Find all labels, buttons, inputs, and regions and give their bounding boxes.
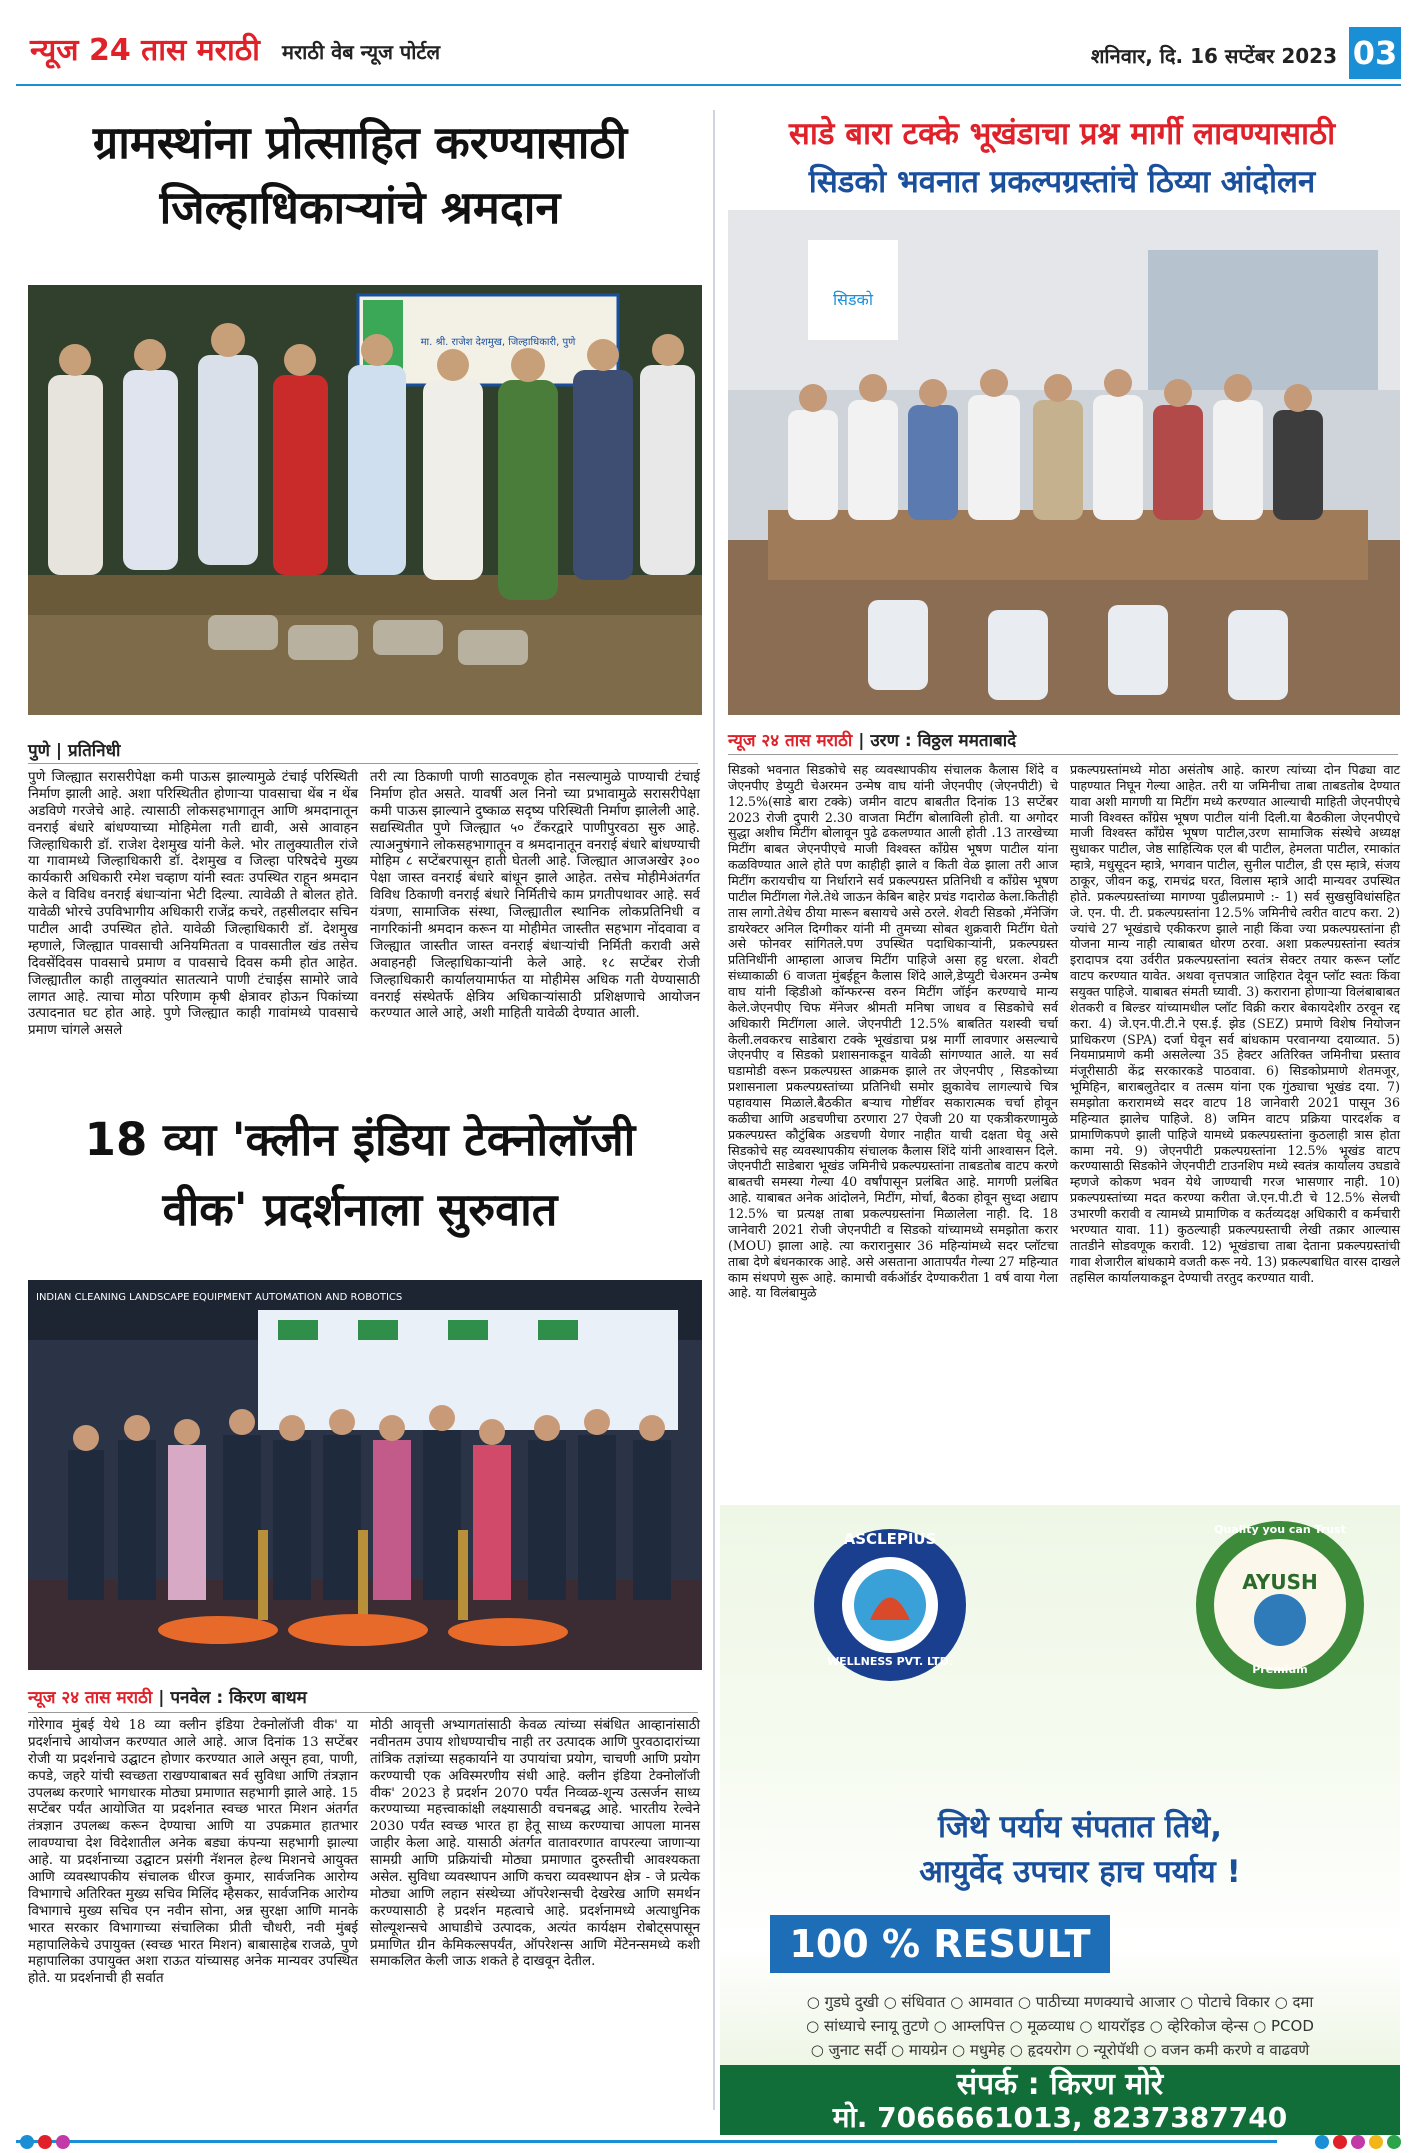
article1-photo [28,285,702,715]
ad-conditions-list [730,1990,1390,2062]
footer-dot-icon [1315,2135,1329,2149]
article3-byline-brand: न्यूज २४ तास मराठी [728,731,853,751]
exhibition-photo-illustration [28,1280,702,1670]
ayurveda-advertisement [720,1505,1400,2135]
portal-subtitle: मराठी वेब न्यूज पोर्टल [282,40,441,64]
article2-photo [28,1280,702,1670]
article3-headline [722,110,1402,206]
article1-rule [28,763,698,764]
article2-byline [28,1685,698,1708]
article3-title-line1: साडे बारा टक्के भूखंडाचा प्रश्न मार्गी लावण्यासाठी [788,116,1336,152]
article1-title-line2: जिल्हाधिकाऱ्यांचे श्रमदान [159,181,561,235]
article3-photo [728,210,1400,715]
masthead: न्यूज 24 तास मराठी [30,33,260,68]
shramdan-photo-illustration [28,285,702,715]
header-rule [16,84,1401,86]
footer-dot-icon [20,2135,34,2149]
article1-title-line1: ग्रामस्थांना प्रोत्साहित करण्यासाठी [92,116,628,169]
article3-byline-location: | उरण : विठ्ठल ममताबादे [852,731,1017,751]
ad-contact-phone: मो. 7066661013, 8237387740 [832,2101,1288,2134]
asclepius-logo-top-text: ASCLEPIUS [843,1530,937,1548]
issue-date: शनिवार, दि. 16 सप्टेंबर 2023 [1090,44,1337,68]
ad-conditions-line3: ○ जुनाट सर्दी ○ मायग्रेन ○ मधुमेह ○ हृदयरोग ○ न्यूरोपॅथी ○ वजन कमी करणे व वाढवणे [810,2041,1310,2059]
article2-byline-location: | पनवेल : किरण बाथम [152,1688,307,1708]
article1-headline [20,110,700,241]
footer-dot-icon [1387,2135,1401,2149]
ad-tagline-line1: जिथे पर्याय संपतात तिथे, [937,1809,1223,1845]
ayush-logo-sub: Premium [1252,1663,1308,1676]
cidco-logo-text: सिडको [833,290,873,309]
article2-col1: गोरेगाव मुंबई येथे 18 व्या क्लीन इंडिया टेक्नोलॉजी वीक' या प्रदर्शनाचे आयोजन करण्यात आले आहे. आज दिनांक 13 सप्टेंबर रोजी या प्रदर्शनाचे उद्घाटन होणार करण्यात आले असून हवा, पाणी, कपडे, जहरे यांची स्वच्छता राखण्याबाबत सर्व सुविधा आणि तंत्रज्ञान उपलब्ध करणारे भागधारक मोठ्या प्रमाणात सहभागी झाले आहे. 15 सप्टेंबर पर्यंत आयोजित या प्रदर्शनात स्वच्छ भारत मिशन अंतर्गत तंत्रज्ञान उपलब्ध करून देण्याचा आणि या उपक्रमात हातभार लावण्याचा देश विदेशातील अनेक बड्या कंपन्या सहभागी झाल्या आहे. या प्रदर्शनाच्या उद्घाटन प्रसंगी नॅशनल हेल्थ मिशनचे आयुक्त आणि व्यवस्थापकीय संचालक धीरज कुमार, सार्वजनिक आरोग्य विभागाचे अतिरिक्त मुख्य सचिव मिलिंद म्हैसकर, सार्वजनिक आरोग्य विभागाचे मुख्य सचिव एन नवीन सोना, अन्न सुरक्षा आणि मानके भारत सरकार विभागाच्या संचालिका प्रीती चौधरी, नवी मुंबई महापालिकेचे उपायुक्त (स्वच्छ भारत मिशन) बाबासाहेब राजळे, पुणे महापालिका उपायुक्त अशा राऊत यांच्यासह अनेक मान्यवर उपस्थित होते. या प्रदर्शनाची ही सर्वात [28,1718,358,1987]
asclepius-logo-bottom-text: WELLNESS PVT. LTD. [827,1655,953,1668]
footer-dots-left [16,2134,70,2153]
article1-col2: तरी त्या ठिकाणी पाणी साठवणूक होत नसल्यामुळे पाण्याची टंचाई निर्माण होत असते. यावर्षी अल निनो च्या प्रभावामुळे सरासरीपेक्षा कमी पाऊस झाल्याने दुष्काळ सदृष्य परिस्थिती निर्माण झालेली आहे. सद्यस्थितीत पुणे जिल्ह्यात ५० टँकरद्वारे पाणीपुरवठा सुरु आहे. त्याअनुषंगाने लोकसहभागातून व श्रमदानातून वनराई बंधारे बांधण्याची मोहिम ८ सप्टेंबरपासून हाती घेतली आहे. जिल्ह्यात आजअखेर ३०० पेक्षा जास्त वनराई बंधारे बांधून झाले आहेत. तसेच मोहीमेअंतर्गत विविध ठिकाणी वनराई बंधारे निर्मितीचे काम प्रगतीपथावर आहे. सर्व यंत्रणा, सामाजिक संस्था, जिल्ह्यातील स्थानिक लोकप्रतिनिधी व नागरिकांनी श्रमदान करून या मोहीमेत जास्तीत सहभाग नोंदवावा व जिल्ह्यात जास्तीत जास्त वनराई बंधाऱ्यांची निर्मिती करावी असे अवाहनही जिल्हाधिकाऱ्यांनी केले आहे. १८ सप्टेंबर रोजी जिल्हाधिकारी कार्यालयामार्फत या मोहीमेस अधिक गती येण्यासाठी वनराई संस्थेतर्फे क्षेत्रिय अधिकाऱ्यांसाठी प्रशिक्षणाचे आयोजन करण्यात आले आहे, अशी माहिती यावेळी देण्यात आली. [370,770,700,1022]
ad-contact-name: संपर्क : किरण मोरे [956,2067,1164,2102]
ad-conditions-line2: ○ सांध्याचे स्नायू तुटणे ○ आम्लपित्त ○ मूळव्याध ○ थायरॉइड ○ व्हेरिकोज व्हेन्स ○ PCOD [806,2017,1314,2035]
article3-rule [728,754,1398,755]
article3-byline [728,728,1398,751]
ad-conditions-line1: ○ गुडघे दुखी ○ संधिवात ○ आमवात ○ पाठीच्या मणक्याचे आजार ○ पोटाचे विकार ○ दमा [806,1993,1314,2011]
cidco-meeting-photo-illustration [728,210,1400,715]
footer-dot-icon [1333,2135,1347,2149]
exhibition-banner-text: INDIAN CLEANING LANDSCAPE EQUIPMENT AUTOMATION AND ROBOTICS [36,1292,403,1303]
ad-tagline [800,1805,1360,1895]
article2-title-line1: 18 व्या 'क्लीन इंडिया टेक्नोलॉजी [84,1113,636,1166]
ad-contact-band [720,2065,1400,2135]
ayush-logo-arc-text: Quality you can Trust [1214,1523,1346,1536]
column-divider [713,110,715,2110]
footer-dots [1311,2134,1401,2153]
page-number: 03 [1349,27,1401,79]
footer-dot-icon [56,2135,70,2149]
article1-byline: पुणे | प्रतिनिधी [28,741,121,761]
article1-col1: पुणे जिल्ह्यात सरासरीपेक्षा कमी पाऊस झाल्यामुळे टंचाई परिस्थिती निर्माण झाली आहे. अशा परिस्थितीत होणाऱ्या पावसाचा थेंब न थेंब अडविणे गरजेचे आहे. त्यासाठी लोकसहभागातून आणि श्रमदानातून वनराई बंधारे बांधण्याच्या मोहिमेला गती द्यावी, असे आवाहन जिल्हाधिकारी डॉ. राजेश देशमुख यांनी केले. भोर तालुक्यातील रांजे या गावामध्ये जिल्हाधिकारी डॉ. देशमुख व जिल्हा परिषदेचे मुख्य कार्यकारी अधिकारी रमेश चव्हाण यांनी स्वतः उपस्थित राहून श्रमदान केले व विविध वनराई बंधाऱ्यांना भेटी दिल्या. त्यावेळी ते बोलत होते. यावेळी भोरचे उपविभागीय अधिकारी राजेंद्र कचरे, तहसीलदार सचिन पाटील आदी उपस्थित होते. यावेळी जिल्हाधिकारी डॉ. देशमुख म्हणाले, जिल्ह्यात पावसाची अनियमितता व पावसातील खंड तसेच दिवसेंदिवस पावसाचे प्रमाण व पावसाचे दिवस कमी होत आहेत. जिल्ह्यातील काही तालुक्यांत सातत्याने पाणी टंचाईस सामोरे जावे लागत आहे. त्याचा मोठा परिणाम कृषी क्षेत्रावर होऊन पिकांच्या उत्पादनात घट होत आहे. पुणे जिल्ह्यात काही गावांमध्ये पावसाचे प्रमाण चांगले असले [28,770,358,1039]
article2-title-line2: वीक' प्रदर्शनाला सुरुवात [162,1182,558,1236]
article3-title-line2: सिडको भवनात प्रकल्पग्रस्तांचे ठिय्या आंदोलन [808,164,1316,201]
ad-result-badge: 100 % RESULT [770,1915,1110,1973]
footer-rule [16,2140,1277,2143]
photo-banner-text: मा. श्री. राजेश देशमुख, जिल्हाधिकारी, पुणे [420,337,576,348]
article2-byline-brand: न्यूज २४ तास मराठी [28,1688,153,1708]
ad-tagline-line2: आयुर्वेद उपचार हाच पर्याय ! [919,1853,1241,1890]
article2-headline [20,1105,700,1245]
article3-col1: सिडको भवनात सिडकोचे सह व्यवस्थापकीय संचालक कैलास शिंदे व जेएनपीए डेप्युटी चेअरमन उन्मेष वाघ यांनी जेएनपीए (जेएनपीटी) चे 12.5%(साडे बारा टक्के) जमीन वाटप बाबतीत दिनांक 13 सप्टेंबर 2023 रोजी दुपारी 2.30 वाजता मिटींग बोलाविली होती. या अगोदर सुद्धा अशीच मिटींग बोलावून पुढे ढकलण्यात आली होती .13 तारखेच्या मिटींग बाबत जेएनपीएचे माजी विश्वस्त काँग्रेस भूषण पाटील यांना कळविण्यात आले होते पण काहीही झाले व किती वेळ झाला तरी आज मिटींग करायचीच या निर्धाराने सर्व प्रकल्पग्रस्त प्रतिनिधी व काँग्रेस भूषण पाटील मिटींगला गेले.तेथे जाऊन केबिन बाहेर प्रचंड गदारोळ केला.कितीही तास लागो.तेथेच ठीया मारून बसायचे असे ठरले. शेवटी सिडको ,मॅनेजिंग डायरेक्टर अनिल दिग्गीकर यांनी मी तुमच्या सोबत शुक्रवारी मिटींग घेतो असे फोनवर सांगितले.पण उपस्थित पदाधिकाऱ्यांनी, प्रकल्पग्रस्त प्रतिनिधींनी आम्हाला आजच मिटींग पाहिजे असा हट्ट धरला. शेवटी संध्याकाळी 6 वाजता मुंबईहून कैलास शिंदे आले,डेप्युटी चेअरमन उन्मेष वाघ यांनी व्हिडीओ कॉन्फरन्स वरुन मिटींग जॉईन करण्याचे मान्य केले.जेएनपीए चिफ मॅनेजर श्रीमती मनिषा जाधव व सिडकोचे सर्व अधिकारी मिटींगला आले. जेएनपीटी 12.5% बाबतित यशस्वी चर्चा केली.लवकरच साडेबारा टक्के भूखंडाचा प्रश्न मार्गी लावणार असल्याचे जेएनपीए व सिडको प्रशासनाकडून यावेळी सांगण्यात आले. या सर्व घडामोडी वरून प्रकल्पग्रस्त आक्रमक झाले तर जेएनपीए , सिडकोच्या प्रशासनाला प्रकल्पग्रस्तांच्या प्रतिनिधी समोर झुकावेच लागल्याचे चित्र पहावयास मिळाले.बैठकीत बऱ्याच गोष्टींवर सकारात्मक चर्चा होवून कळीचा आणि अडचणीचा ठरणारा 27 ऐवजी 20 या एकत्रीकरणामुळे प्रकल्पग्रस्त कौटुंबिक अडचणी येणार नाहीत याची दक्षता घेवू असे सिडकोचे सह व्यवस्थापकीय संचालक कैलास शिंदे यांनी आश्वासन दिले. जेएनपीटी साडेबारा भूखंड जमिनीचे प्रकल्पग्रस्तांना ताबडतोब वाटप करणे बाबतची समस्या गेल्या 40 वर्षांपासून प्रलंबित आहे. मागणी प्रलंबित आहे. याबाबत अनेक आंदोलने, मिटींग, मोर्चा, बैठका होवून सुध्दा अद्याप 12.5% चा प्रत्यक्ष ताबा प्रकल्पग्रस्तांना मिळालेला नाही. दि. 18 जानेवारी 2021 रोजी जेएनपीटी व सिडको यांच्यामध्ये समझोता करार (MOU) झाला आहे. त्या करारानुसार 36 महिन्यांमध्ये सदर प्लॉटचा ताबा देणे बंधनकारक आहे. असे असताना आतापर्यंत गेल्या 27 महिन्यात काम संथपणे सुरू आहे. कामाची वर्कऑर्डर देण्याकरीता 1 वर्ष वाया गेला आहे. या विलंबामुळे [728,762,1058,1301]
article2-col2: मोठी आवृत्ती अभ्यागतांसाठी केवळ त्यांच्या संबंधित आव्हानांसाठी नवीनतम उपाय शोधण्याचीच नाही तर उत्पादक आणि पुरवठादारांच्या तांत्रिक तज्ञांच्या सहकार्याने या उपायांचा प्रयोग, चाचणी आणि प्रयोग करण्याची एक अविस्मरणीय संधी आहे. क्लीन इंडिया टेक्नोलॉजी वीक' 2023 हे प्रदर्शन 2070 पर्यंत निव्वळ-शून्य उत्सर्जन साध्य करण्याच्या महत्त्वाकांक्षी लक्ष्यासाठी वचनबद्ध आहे. भारतीय रेल्वेने 2030 पर्यंत स्वच्छ भारत हा हेतू साध्य करण्याचा आपला मानस जाहीर केला आहे. यासाठी अंतर्गत वातावरणात वापरल्या जाणाऱ्या सामग्री आणि प्रक्रियांची मोठ्या प्रमाणात दुरुस्तीची आवश्यकता असेल. सुविधा व्यवस्थापन आणि कचरा व्यवस्थापन क्षेत्र - जे प्रत्येक मोठ्या आणि लहान संस्थेच्या ऑपरेशन्सची देखरेख आणि समर्थन करण्यासाठी हे प्रदर्शन महत्वाचे आहे. प्रदर्शनामध्ये अत्याधुनिक सोल्यूशन्सचे आघाडीचे उत्पादक, अत्यंत कार्यक्षम रोबोट्सपासून प्रमाणित ग्रीन केमिकल्सपर्यंत, ऑपरेशन्स आणि मेंटेनन्समध्ये कशी समाकलित केली जाऊ शकते हे दाखवून देतील. [370,1718,700,1970]
footer-dot-icon [1351,2135,1365,2149]
ayush-logo-name: AYUSH [1242,1570,1318,1594]
footer-dot-icon [1369,2135,1383,2149]
article3-col2: प्रकल्पग्रस्तांमध्ये मोठा असंतोष आहे. कारण त्यांच्या दोन पिढ्या वाट पाहण्यात निघून गेल्या आहेत. तरी या जमिनीचा ताबा ताबडतोब देण्यात यावा अशी मागणी या मिटींग मध्ये करण्यात आल्याची माहिती जेएनपीएचे माजी विश्वस्त काँग्रेस भूषण पाटील यांनी दिली.या बैठकीला जेएनपीएचे माजी विश्वस्त काँग्रेस भूषण पाटील,उरण सामाजिक संस्थेचे अध्यक्ष सुधाकर पाटील, जेष्ठ साहित्यिक एल बी पाटील, हेमलता पाटील, रमाकांत म्हात्रे, मधुसूदन म्हात्रे, भगवान पाटील, सुनील पाटील, डी एस म्हात्रे, संजय ठाकूर, जीवन कडू, रामचंद्र घरत, विलास म्हात्रे आदी मान्यवर उपस्थित होते. प्रकल्पग्रस्तांच्या मागण्या पुढीलप्रमाणे :- 1) सर्व सुखसुविधांसहित जे. एन. पी. टी. प्रकल्पग्रस्तांना 12.5% जमिनीचे त्वरीत वाटप करा. 2) ज्यांचे 27 भूखंडाचे एकीकरण झाले नाही किंवा ज्या प्रकल्पग्रस्तांना ही योजना मान्य नाही त्याबाबत धोरण ठरवा. अशा प्रकल्पग्रस्तांना स्वतंत्र इरादापत्र दया उर्वरीत प्रकल्पग्रस्तांना स्वतंत्र सेक्टर तयार करून प्लॉट वाटप करण्यात यावेत. अथवा वृत्तपत्रात जाहिरात देवून प्लॉट स्वतः किंवा सयुक्त पाहिजे. याबाबत संमती घ्यावी. 3) कराराना होणाऱ्या विलंबाबाबत शेतकरी व बिल्डर यांच्यामधील प्लॉट विक्री करार बेकायदेशीर ठरवून रद्द करा. 4) जे.एन.पी.टी.ने एस.ई. झेड (SEZ) प्रमाणे विशेष नियोजन प्राधिकरण (SPA) दर्जा घेवून सर्व बांधकाम परवानग्या दयाव्यात. 5) नियमाप्रमाणे कमी असलेल्या 35 हेक्टर अतिरिक्त जमिनीचा प्रस्ताव मंजूरीसाठी केंद्र सरकारकडे पाठवावा. 6) सिडकोप्रमाणे शेतमजूर, भूमिहिन, बाराबलुतेदार व तत्सम यांना एक गुंठ्याचा भूखंड दया. 7) समझोता करारामध्ये सदर वाटप 18 जानेवारी 2021 पासून 36 महिन्यात झालेच पाहिजे. 8) जमिन वाटप प्रक्रिया पारदर्शक व प्रामाणिकपणे झाली पाहिजे यामध्ये प्रकल्पग्रस्तांना कुठलाही त्रास होता कामा नये. 9) जेएनपीटी प्रकल्पग्रस्तांना 12.5% भूखंड वाटप करण्यासाठी सिडकोने जेएनपीटी टाउनशिप मध्ये स्वतंत्र कार्यालय उघडावे म्हणजे कोकण भवन येथे जाण्याची गरज भासणार नाही. 10) प्रकल्पग्रस्तांच्या मदत करण्या करीता जे.एन.पी.टी चे 12.5% सेलची उभारणी करावी व त्यामध्ये प्रामाणिक व कर्तव्यदक्ष अधिकारी व कर्मचारी भरण्यात यावा. 11) कुठल्याही प्रकल्पग्रस्ताची लेखी तक्रार आल्यास तातडीने सोडवणूक करावी. 12) भूखंडाचा ताबा देताना प्रकल्पग्रस्तांची गावा शेजारील बांधकामे वजती करू नये. 13) प्रकल्पबाधित वारस दाखले तहसिल कार्यालयाकडून देण्याची तरतुद करण्यात यावी. [1070,762,1400,1285]
footer-dot-icon [38,2135,52,2149]
article2-rule [28,1712,698,1713]
